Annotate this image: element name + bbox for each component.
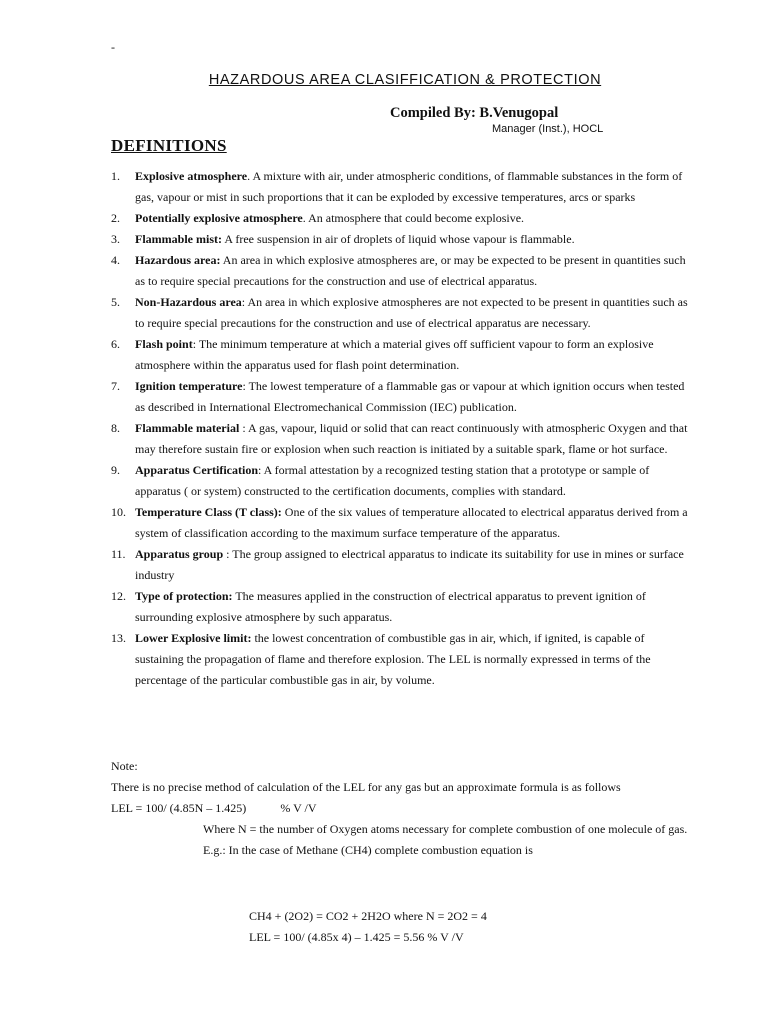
author-position: Manager (Inst.), HOCL: [492, 123, 604, 135]
definition-item: [111, 166, 691, 208]
definition-number: 13.: [111, 631, 126, 645]
definition-item: [111, 460, 691, 502]
definition-text: A formal attestation by a recognized testing station that a prototype or sample of apparatus ( or system) constructed to the certification documents, complies with standard.: [135, 463, 650, 498]
definition-item: [111, 586, 691, 628]
lel-formula: [111, 798, 711, 819]
definition-item: [111, 334, 691, 376]
definition-separator: .: [247, 169, 253, 183]
definition-item: [111, 250, 691, 292]
definition-text: The measures applied in the construction of electrical apparatus to prevent ignition of surrounding explosive atmosphere by such apparatus.: [135, 589, 646, 624]
definition-term: Hazardous area:: [135, 253, 221, 267]
definition-number: 11.: [111, 547, 126, 561]
definition-number: 5.: [111, 295, 120, 309]
compiled-by: Compiled By: B.Venugopal: [390, 105, 559, 121]
definition-term: Flammable material: [135, 421, 240, 435]
definition-item: [111, 208, 691, 229]
lel-calculation: LEL = 100/ (4.85x 4) – 1.425 = 5.56 % V /V: [249, 930, 464, 944]
note-section: [111, 756, 711, 861]
definition-term: Flash point: [135, 337, 193, 351]
definition-number: 7.: [111, 379, 120, 393]
definition-term: Temperature Class (T class):: [135, 505, 282, 519]
definition-item: [111, 292, 691, 334]
definition-separator: .: [302, 211, 309, 225]
definitions-list: [111, 166, 691, 691]
definition-separator: :: [239, 421, 248, 435]
definition-number: 6.: [111, 337, 120, 351]
definition-separator: :: [192, 337, 199, 351]
definition-text: The minimum temperature at which a material gives off sufficient vapour to form an explosive atmosphere within the apparatus used for flash point determination.: [135, 337, 654, 372]
lel-formula-expression: LEL = 100/ (4.85N – 1.425): [111, 801, 247, 815]
definition-text: One of the six values of temperature allocated to electrical apparatus derived from a system of classification according to the maximum surface temperature of the apparatus.: [135, 505, 688, 540]
definition-term: Potentially explosive atmosphere: [135, 211, 303, 225]
definition-number: 4.: [111, 253, 120, 267]
definition-number: 12.: [111, 589, 126, 603]
definition-term: Ignition temperature: [135, 379, 243, 393]
definition-number: 10.: [111, 505, 126, 519]
methane-example: E.g.: In the case of Methane (CH4) complete combustion equation is: [203, 843, 533, 857]
definition-text: The lowest temperature of a flammable gas or vapour at which ignition occurs when tested as described in International Electromechanical Commission (IEC) publication.: [135, 379, 685, 414]
definition-number: 8.: [111, 421, 120, 435]
definition-text: An area in which explosive atmospheres are not expected to be present in quantities such as to require special precautions for the construction and use of electrical apparatus are necessary.: [135, 295, 688, 330]
definition-number: 2.: [111, 211, 120, 225]
definition-text: A mixture with air, under atmospheric conditions, of flammable substances in the form of gas, vapour or mist in such proportions that it can be exploded by excessive temperatures, arcs or sparks: [135, 169, 683, 204]
section-heading-definitions: DEFINITIONS: [111, 136, 227, 155]
definition-term: Lower Explosive limit:: [135, 631, 252, 645]
definition-separator: :: [223, 547, 233, 561]
definition-text: The group assigned to electrical apparatus to indicate its suitability for use in mines or surface industry: [135, 547, 684, 582]
formula-where-clause: Where N = the number of Oxygen atoms necessary for complete combustion of one molecule of gas.: [203, 822, 688, 836]
definition-text: A gas, vapour, liquid or solid that can react continuously with atmospheric Oxygen and that may therefore sustain fire or explosion when such reaction is initiated by a suitable spark, flame or hot surface.: [135, 421, 688, 456]
lel-formula-unit: % V /V: [280, 801, 317, 815]
definition-text: An atmosphere that could become explosive.: [308, 211, 525, 225]
definition-term: Non-Hazardous area: [135, 295, 242, 309]
definition-item: [111, 418, 691, 460]
definition-text: An area in which explosive atmospheres are, or may be expected to be present in quantities such as to require special precautions for the construction and use of electrical apparatus.: [135, 253, 686, 288]
definition-item: [111, 544, 691, 586]
definition-number: 1.: [111, 169, 120, 183]
definition-item: [111, 502, 691, 544]
note-label: Note:: [111, 759, 138, 773]
definition-number: 3.: [111, 232, 120, 246]
definition-item: [111, 628, 691, 691]
definition-term: Type of protection:: [135, 589, 233, 603]
methane-equations: [249, 906, 487, 948]
definition-number: 9.: [111, 463, 120, 477]
definition-text: the lowest concentration of combustible gas in air, which, if ignited, is capable of sustaining the propagation of flame and therefore explosion. The LEL is normally expressed in terms of the percentage of the particular combustible gas in air, by volume.: [135, 631, 651, 687]
definition-item: [111, 229, 691, 250]
page-dash: -: [111, 40, 115, 54]
definition-separator: :: [258, 463, 264, 477]
definition-term: Explosive atmosphere: [135, 169, 248, 183]
definition-separator: :: [242, 379, 249, 393]
note-intro: There is no precise method of calculation of the LEL for any gas but an approximate formula is as follows: [111, 780, 621, 794]
definition-term: Apparatus Certification: [135, 463, 258, 477]
definition-text: A free suspension in air of droplets of liquid whose vapour is flammable.: [224, 232, 575, 246]
definition-term: Flammable mist:: [135, 232, 222, 246]
definition-term: Apparatus group: [135, 547, 224, 561]
document-title: HAZARDOUS AREA CLASIFFICATION & PROTECTION: [208, 72, 602, 88]
definition-item: [111, 376, 691, 418]
combustion-equation: CH4 + (2O2) = CO2 + 2H2O where N = 2O2 = 4: [249, 909, 487, 923]
definition-separator: :: [241, 295, 248, 309]
